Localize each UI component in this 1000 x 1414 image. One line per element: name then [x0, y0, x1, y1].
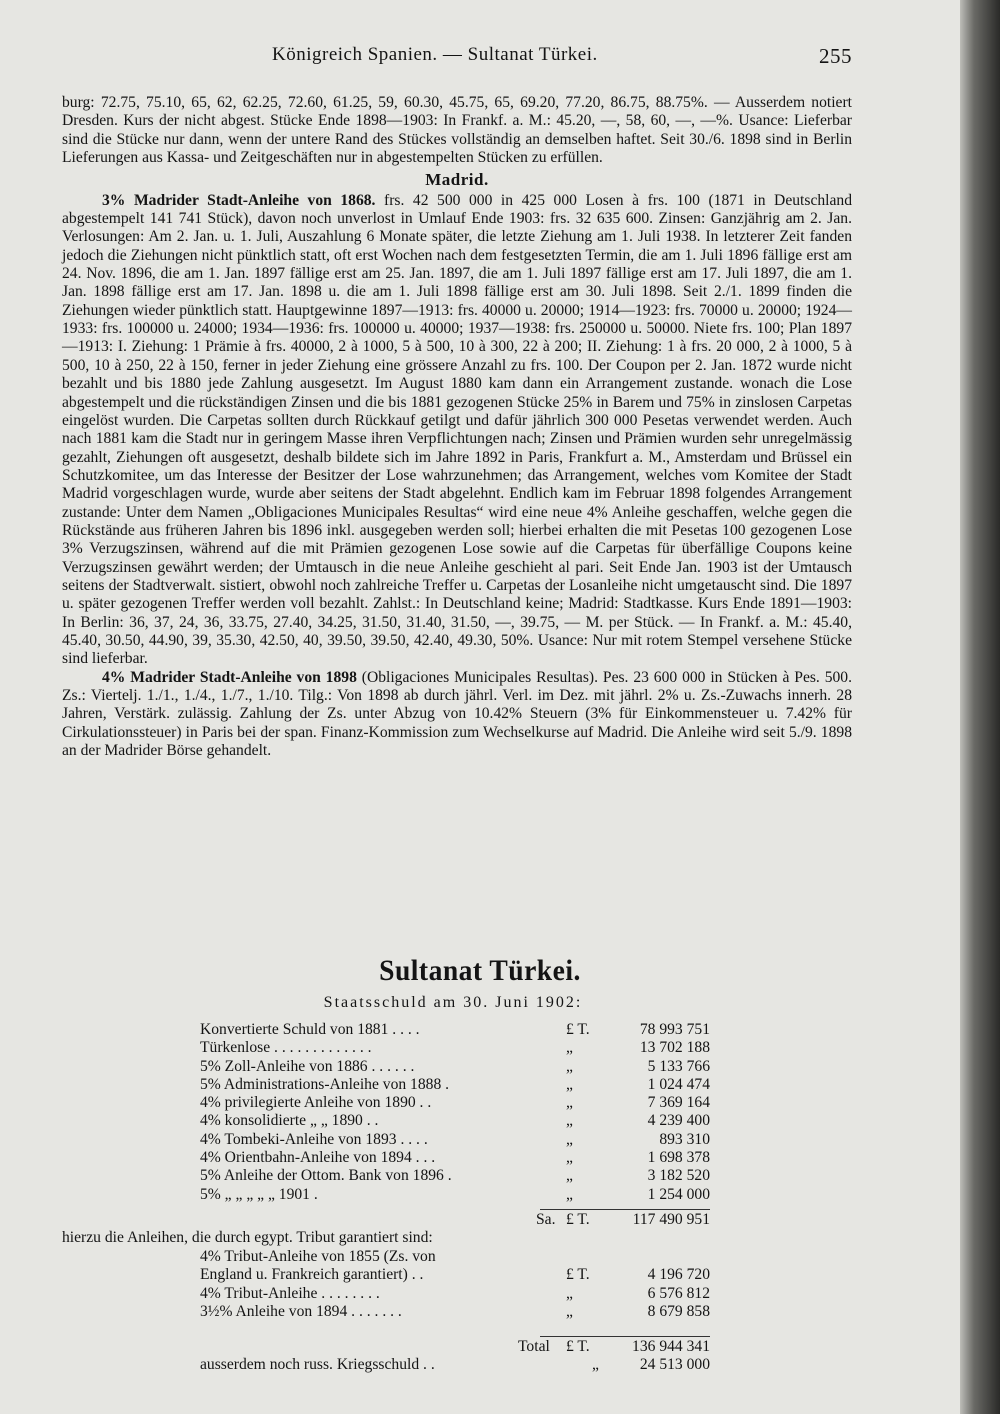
loan-1868-text: frs. 42 500 000 in 425 000 Losen à frs. 100 (1871 in Deutschland abgestempelt 141 741 Stück), davon noch unverlost in Umlauf Ende 1903: frs. 32 635 600. Zinsen: Ganzjährig am 2. Jan. Verlosungen: Am 2. Jan. u. 1. Juli, Auszahlung 6 Monate später, die letzte Ziehung am 1. Juli 1938. In letzterer Zeit fanden jedoch die Ziehungen nicht pünktlich statt, oft erst Wochen nach dem festgesetzten Termin, die am 1. Juli 1896 fällige erst am 24. Nov. 1896, die am 1. Jan. 1897 fällige erst am 25. Jan. 1897, die am 1. Juli 1897 fällige erst am 17. Juli 1897, die am 1. Jan. 1898 fällige erst am 17. Jan. 1898 u. die am 1. Juli 1898 fällige erst am 30. Juli 1898. Seit 2./1. 1899 finden die Ziehungen wieder pünktlich statt. Hauptgewinne 1897—1913: frs. 40000 u. 20000; 1914—1923: frs. 70000 u. 20000; 1924—1933: frs. 100000 u. 24000; 1934—1936: frs. 100000 u. 40000; 1937—1938: frs. 250000 u. 50000. Niete frs. 100; Plan 1897—1913: I. Ziehung: 1 Prämie à frs. 40000, 2 à 1000, 5 à 500, 10 à 300, 22 à 200; II. Ziehung: 1 à frs. 20 000, 2 à 1000, 5 à 500, 10 à 250, 22 à 150, ferner in jeder Ziehung eine grössere Anzahl zu frs. 100. Der Coupon per 2. Jan. 1872 wurde nicht bezahlt und bis 1880 jede Zahlung ausgesetzt. Im August 1880 kam dann ein Arrangement zustande. wonach die Lose abgestempelt und die rückständigen Zinsen und die bis 1881 gezogenen Stücke 25% in Barem und 75% in zinslosen Carpetas eingelöst wurden. Die Carpetas sollten durch Rückkauf getilgt und dafür jährlich 300 000 Pesetas verwendet werden. Auch nach 1881 kam die Stadt nur in geringem Masse ihren Verpflichtungen nach; Zinsen und Prämien wurden sehr unregelmässig gezahlt, Ziehungen oft ausgesetzt, deshalb bildete sich im Jahre 1892 in Paris, Frankfurt a. M., Amsterdam und Brüssel ein Schutzkomitee, um das Interesse der Besitzer der Lose wahrzunehmen; das Arrangement, welches vom Komitee der Stadt Madrid vorgeschlagen wurde, wurde aber seitens der Stadt abgelehnt. Endlich kam im Februar 1898 folgendes Arrangement zustande: Unter dem Namen „Obligaciones Municipales Resultas“ wird eine neue 4% Anleihe geschaffen, welche gegen die Rückstände aus früheren Jahren bis 1896 inkl. ausgegeben werden soll; hierbei erhalten die mit Pesetas 100 gezogenen Lose 3% Verzugszinsen, während auf die mit Prämien gezogenen Lose sowie auf die Carpetas für überfällige Coupons keine Verzugszinsen gewährt werden; der Umtausch in die neue Anleihe geschieht al pari. Seit Ende Jan. 1903 ist der Umtausch seitens der Stadtverwalt. sistiert, obwohl noch zahlreiche Treffer u. Carpetas der Losanleihe nicht umgetauscht sind. Die 1897 u. später gezogenen Treffer werden voll bezahlt. Zahlst.: In Deutschland keine; Madrid: Stadtkasse. Kurs Ende 1891—1903: In Berlin: 36, 37, 24, 36, 33.75, 27.40, 34.25, 31.50, 31.40, 31.50, —, 39.75, — M. per Stück. — In Frankf. a. M.: 45.40, 45.40, 30.50, 44.90, 39, 35.30, 42.50, 40, 39.50, 39.50, 42.40, 49.30, 50%. Usance: Nur mit rotem Stempel versehene Stücke sind lieferbar. [62, 191, 853, 668]
subtotal-row [200, 1211, 710, 1229]
debt-row [200, 1112, 710, 1130]
loan-1898-text: (Obligaciones Municipales Resultas). Pes. 23 600 000 in Stücken à Pes. 500. Zs.: Viertelj. 1./1., 1./4., 1./7., 1./10. Tilg.: Von 1898 ab durch jährl. Verl. im Dez. mit jährl. 2% u. Zs.-Zuwachs innerh. 28 Jahren, Verstärk. zulässig. Zahlung der Zs. unter Abzug von 10.42% Steuern (3% für Einkommensteuer u. 7.42% für Cirkulationssteuer) in Paris bei der span. Finanz-Kommission zum Wechselkurse auf Madrid. Die Anleihe wird seit 5./9. 1898 an der Madrider Börse gehandelt. [62, 668, 852, 760]
debt-label: Türkenlose . . . . . . . . . . . . . [200, 1039, 372, 1057]
subtotal-amount: 117 490 951 [632, 1211, 710, 1228]
subtotal-label: Sa. [536, 1211, 556, 1228]
debt-amount: 78 993 751 [639, 1021, 710, 1038]
debt-currency: „ [566, 1057, 573, 1075]
tribute-label: England u. Frankreich garantiert) . . [200, 1266, 424, 1284]
total-label: Total [518, 1338, 550, 1355]
loan-1898-paragraph [62, 669, 852, 761]
debt-table [200, 1021, 710, 1204]
tribute-amount: 8 679 858 [647, 1302, 710, 1320]
debt-label: 4% Tombeki-Anleihe von 1893 . . . . [200, 1130, 428, 1148]
tribute-row [200, 1303, 710, 1321]
intro-paragraph: burg: 72.75, 75.10, 65, 62, 62.25, 72.60, 61.25, 59, 60.30, 45.75, 65, 69.20, 77.20, 86.75, 88.75%. — Ausserdem notiert Dresden. Kurs der nicht abgest. Stücke Ende 1898—1903: In Frankf. a. M.: 45.20, —, 58, 60, —, —%. Usance: Lieferbar sind die Stücke nur dann, wenn der untere Rand des Stückes vollständig an demselben haftet. Seit 30./6. 1898 sind in Berlin Lieferungen aus Kassa- und Zeitgeschäften nur in abgestempelten Stücken zu erfüllen. [62, 94, 852, 167]
debt-label: 4% Orientbahn-Anleihe von 1894 . . . [200, 1149, 436, 1167]
tribute-amount: 6 576 812 [647, 1284, 710, 1302]
article-body [62, 94, 852, 760]
section-title: Sultanat Türkei. [379, 954, 581, 987]
debt-label: 5% Anleihe der Ottom. Bank von 1896 . [200, 1167, 452, 1185]
section-subtitle: Staatsschuld am 30. Juni 1902: [323, 994, 583, 1011]
page-edge-shadow [960, 0, 1000, 1414]
debt-currency: „ [566, 1185, 573, 1203]
total-rule [540, 1336, 710, 1337]
debt-amount: 893 310 [659, 1130, 710, 1148]
debt-row [200, 1076, 710, 1094]
total-row [200, 1338, 710, 1356]
debt-currency: „ [566, 1039, 573, 1057]
loan-1868-paragraph [62, 192, 852, 669]
tribute-row [200, 1266, 710, 1284]
tribute-currency: £ T. [566, 1266, 590, 1284]
debt-currency: „ [566, 1130, 573, 1148]
subtotal-currency: £ T. [566, 1211, 590, 1228]
debt-row [200, 1149, 710, 1167]
debt-row [200, 1131, 710, 1149]
tribute-table [200, 1248, 710, 1321]
total-amount: 136 944 341 [632, 1338, 710, 1355]
tribute-amount: 4 196 720 [647, 1266, 710, 1284]
loan-1868-title: 3% Madrider Stadt-Anleihe von 1868. [102, 191, 376, 209]
debt-currency: „ [566, 1094, 573, 1112]
debt-label: 5% Zoll-Anleihe von 1886 . . . . . . [200, 1057, 415, 1075]
war-debt-currency: „ [592, 1356, 599, 1373]
total-currency: £ T. [566, 1338, 590, 1355]
debt-row [200, 1039, 710, 1057]
debt-amount: 1 254 000 [647, 1185, 710, 1203]
debt-row [200, 1186, 710, 1204]
debt-amount: 1 024 474 [647, 1075, 710, 1093]
debt-amount: 5 133 766 [647, 1057, 710, 1075]
war-debt-row [200, 1356, 710, 1374]
war-debt-amount: 24 513 000 [639, 1356, 710, 1373]
debt-amount: 13 702 188 [639, 1039, 710, 1057]
subtotal-rule [540, 1209, 710, 1210]
debt-row [200, 1021, 710, 1039]
tribute-label: 3½% Anleihe von 1894 . . . . . . . [200, 1302, 402, 1320]
debt-label: 4% konsolidierte „ „ 1890 . . [200, 1112, 379, 1130]
madrid-heading: Madrid. [425, 170, 489, 190]
debt-currency: „ [566, 1112, 573, 1130]
debt-row [200, 1094, 710, 1112]
tribute-label: 4% Tribut-Anleihe . . . . . . . . [200, 1284, 380, 1302]
tribute-row [200, 1285, 710, 1303]
debt-currency: £ T. [566, 1021, 590, 1038]
debt-amount: 4 239 400 [647, 1112, 710, 1130]
tribute-currency: „ [566, 1284, 573, 1302]
running-title: Königreich Spanien. — Sultanat Türkei. [272, 44, 598, 65]
page-number: 255 [819, 44, 852, 68]
tribute-row [200, 1248, 710, 1266]
debt-row [200, 1167, 710, 1185]
debt-row [200, 1058, 710, 1076]
tribute-note: hierzu die Anleihen, die durch egypt. Tribut garantiert sind: [62, 1229, 433, 1246]
debt-amount: 7 369 164 [647, 1094, 710, 1112]
loan-1898-title: 4% Madrider Stadt-Anleihe von 1898 [102, 668, 357, 686]
debt-currency: „ [566, 1167, 573, 1185]
debt-label: 4% privilegierte Anleihe von 1890 . . [200, 1094, 432, 1112]
tribute-currency: „ [566, 1302, 573, 1320]
debt-amount: 1 698 378 [647, 1149, 710, 1167]
debt-label: Konvertierte Schuld von 1881 . . . . [200, 1021, 420, 1038]
tribute-label: 4% Tribut-Anleihe von 1855 (Zs. von [200, 1248, 436, 1265]
war-debt-label: ausserdem noch russ. Kriegsschuld . . [200, 1356, 435, 1373]
debt-currency: „ [566, 1149, 573, 1167]
debt-amount: 3 182 520 [647, 1167, 710, 1185]
debt-label: 5% „ „ „ „ „ 1901 . [200, 1185, 318, 1203]
debt-label: 5% Administrations-Anleihe von 1888 . [200, 1075, 450, 1093]
debt-currency: „ [566, 1075, 573, 1093]
